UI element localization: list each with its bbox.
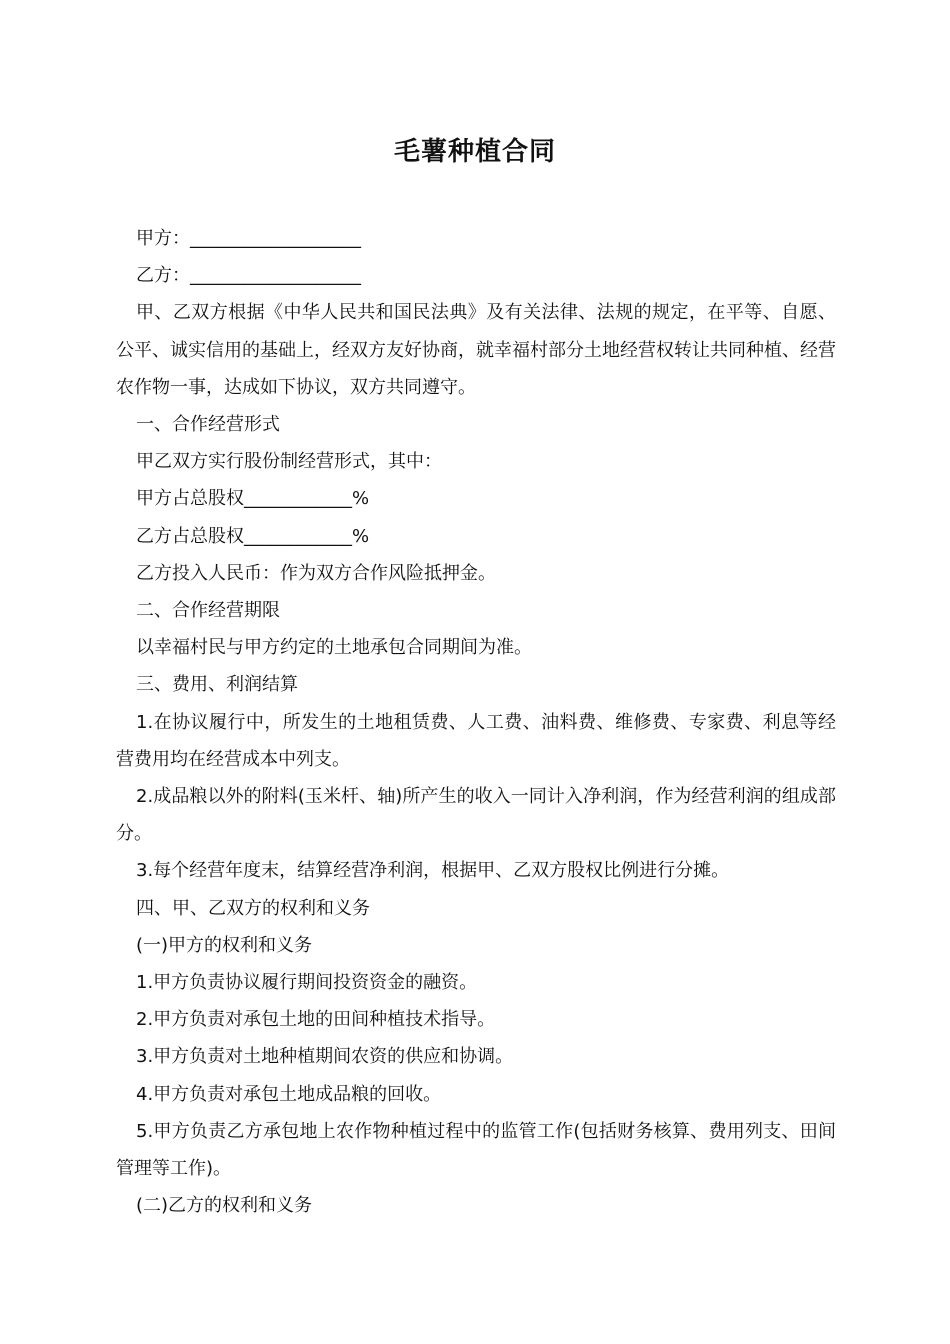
list-item: 3.甲方负责对土地种植期间农资的供应和协调。 <box>136 1046 514 1068</box>
section-heading: 四、甲、乙双方的权利和义务 <box>136 897 370 919</box>
subsection-heading: (二)乙方的权利和义务 <box>136 1195 313 1217</box>
subsection-heading: (一)甲方的权利和义务 <box>136 934 313 956</box>
document-title: 毛薯种植合同 <box>393 137 556 167</box>
list-item: 3.每个经营年度末，结算经营净利润，根据甲、乙双方股权比例进行分摊。 <box>136 860 730 882</box>
document-body <box>116 220 836 1224</box>
party-a-share-line: 甲方占总股权____________% <box>136 488 370 510</box>
party-b-line: 乙方：___________________ <box>136 265 361 287</box>
list-item: 5.甲方负责乙方承包地上农作物种植过程中的监管工作(包括财务核算、费用列支、田间管理等工作)。 <box>116 1120 836 1180</box>
section-heading: 三、费用、利润结算 <box>136 674 298 696</box>
paragraph: 甲乙双方实行股份制经营形式，其中： <box>136 451 442 473</box>
list-item: 2.甲方负责对承包土地的田间种植技术指导。 <box>136 1009 496 1031</box>
party-b-share-line: 乙方占总股权____________% <box>136 525 370 547</box>
paragraph: 乙方投入人民币：作为双方合作风险抵押金。 <box>136 562 496 584</box>
list-item: 4.甲方负责对承包土地成品粮的回收。 <box>136 1083 442 1105</box>
list-item: 1.在协议履行中，所发生的土地租赁费、人工费、油料费、维修费、专家费、利息等经营费用均在经营成本中列支。 <box>116 711 836 770</box>
section-heading: 一、合作经营形式 <box>136 414 280 436</box>
list-item: 2.成品粮以外的附料(玉米杆、轴)所产生的收入一同计入净利润，作为经营利润的组成部分。 <box>116 786 836 845</box>
preamble-paragraph: 甲、乙双方根据《中华人民共和国民法典》及有关法律、法规的规定，在平等、自愿、公平、诚实信用的基础上，经双方友好协商，就幸福村部分土地经营权转让共同种植、经营农作物一事，达成如下协议，双方共同遵守。 <box>116 302 836 398</box>
paragraph: 以幸福村民与甲方约定的土地承包合同期间为准。 <box>136 637 532 659</box>
list-item: 1.甲方负责协议履行期间投资资金的融资。 <box>136 972 478 994</box>
section-heading: 二、合作经营期限 <box>136 600 280 622</box>
party-a-line: 甲方：___________________ <box>136 228 361 249</box>
